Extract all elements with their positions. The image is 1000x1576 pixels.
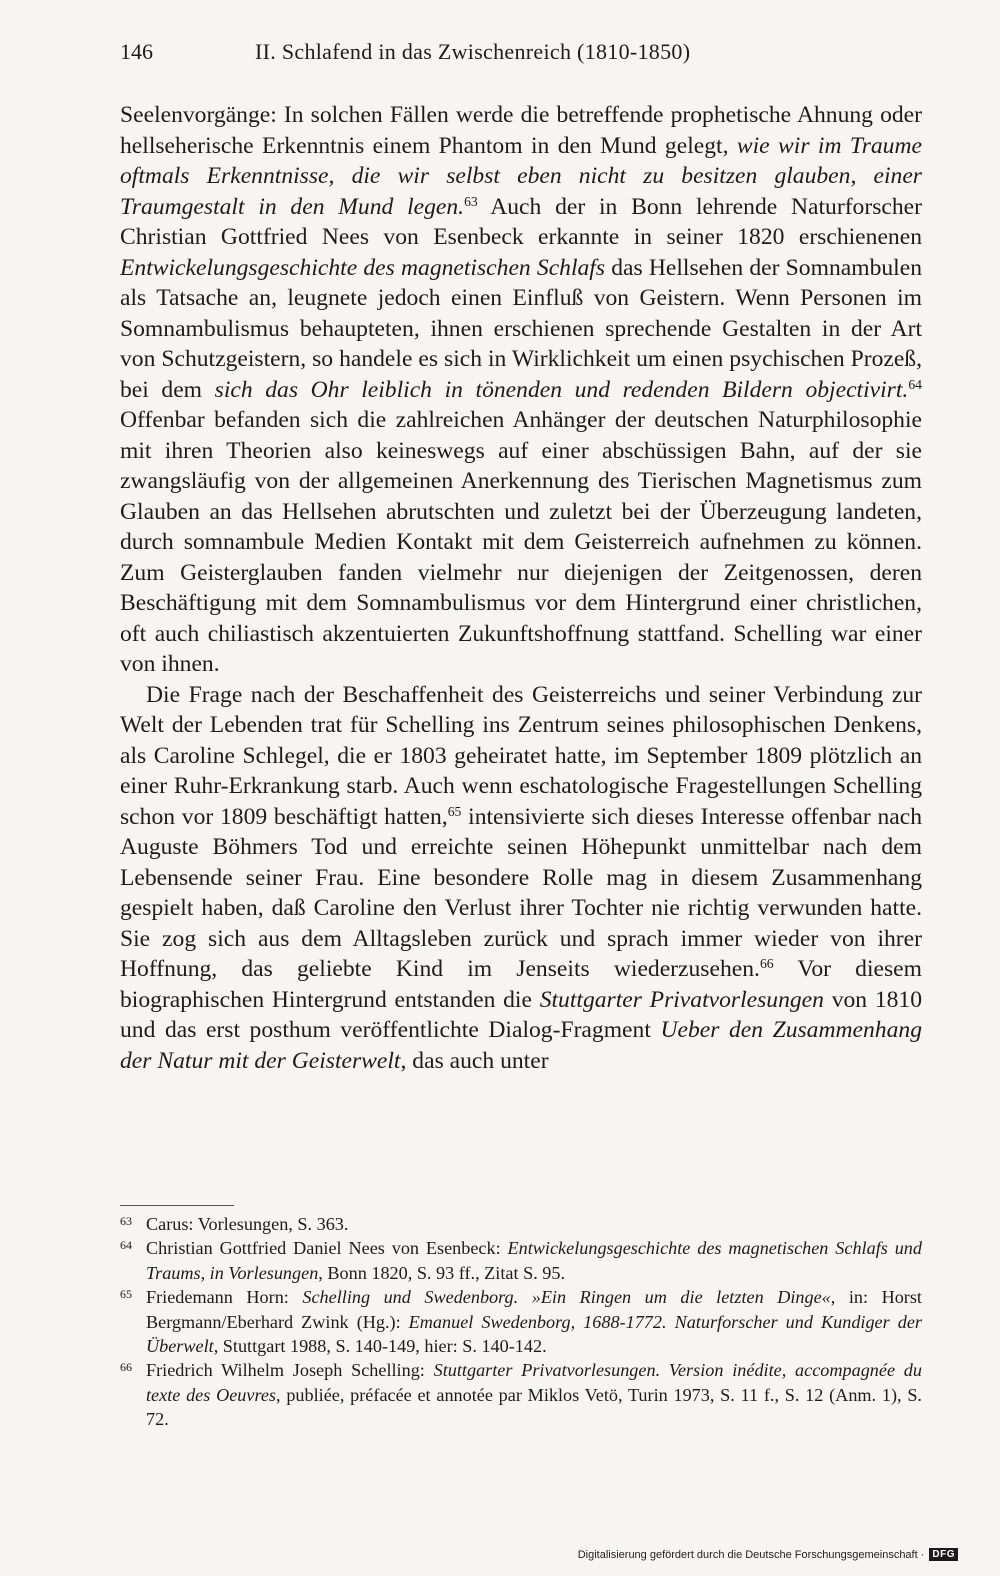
footnote-divider bbox=[120, 1205, 234, 1206]
text-run: , publiée, préfacée et annotée par Miklos Vetö, Turin 1973, S. 11 f., S. 12 (Anm. 1), S. 72. bbox=[146, 1384, 922, 1430]
text-run: Friedrich Wilhelm Joseph Schelling: bbox=[146, 1360, 434, 1381]
paragraph bbox=[120, 680, 922, 1077]
text-run: das Hellsehen der Somnambulen als Tatsache an, leugnete jedoch einen Einfluß von Geistern. Wenn Personen im Somnambulismus behaupteten, ihnen erschienen sprechende Gestalten in der Art von Schutzgeistern, so handele es sich in Wirklichkeit um einen psychischen Prozeß, bei dem bbox=[120, 254, 922, 403]
italic-text: wie wir im Traume oftmals Erkenntnisse, die wir selbst eben nicht zu besitzen glauben, einer Traumgestalt in den Mund legen. bbox=[120, 132, 922, 220]
italic-text: sich das Ohr leiblich in tönenden und redenden Bildern objectivirt. bbox=[214, 376, 909, 403]
footnote-number: 63 bbox=[120, 1214, 132, 1228]
italic-text: Stuttgarter Privatvorlesungen. Version inédite, accompagnée du texte des Oeuvres bbox=[146, 1360, 922, 1405]
digitization-footer bbox=[578, 1548, 958, 1561]
text-run: von 1810 und das erst posthum veröffentlichte Dialog-Fragment bbox=[120, 986, 923, 1043]
italic-text: Entwickelungsgeschichte des magnetischen Schlafs bbox=[120, 254, 606, 281]
footnote bbox=[120, 1212, 922, 1236]
text-run: Auch der in Bonn lehrende Naturforscher Christian Gottfried Nees von Esenbeck erkannte in seiner 1820 erschienenen bbox=[120, 193, 922, 250]
footnote-ref: 63 bbox=[464, 193, 478, 209]
footnote-number: 64 bbox=[120, 1238, 132, 1253]
page-number: 146 bbox=[120, 39, 153, 64]
footnote-ref: 64 bbox=[908, 376, 922, 392]
footnote-number: 65 bbox=[120, 1287, 132, 1302]
footnote-text bbox=[146, 1360, 922, 1429]
italic-text: Entwickelungsgeschichte des magnetischen Schlafs und Traums, in Vorlesungen bbox=[146, 1238, 922, 1283]
dfg-logo: DFG bbox=[929, 1548, 958, 1561]
paragraph bbox=[120, 100, 922, 680]
body-text bbox=[120, 100, 922, 1076]
italic-text: Ueber den Zusammenhang der Natur mit der Geisterwelt bbox=[120, 1017, 922, 1074]
footer-credit: Digitalisierung gefördert durch die Deutsche Forschungsgemeinschaft · bbox=[577, 1548, 925, 1561]
footnote-text bbox=[146, 1214, 348, 1234]
text-run: , Bonn 1820, S. 93 ff., Zitat S. 95. bbox=[318, 1262, 566, 1283]
text-run: Seelenvorgänge: In solchen Fällen werde die betreffende prophetische Ahnung oder hellseherische Erkenntnis einem Phantom in den Mund gelegt, bbox=[120, 102, 922, 159]
footnote-ref: 65 bbox=[447, 803, 462, 819]
italic-text: Stuttgarter Privatvorlesungen bbox=[539, 986, 824, 1013]
text-run: Carus: Vorlesungen, S. 363. bbox=[146, 1214, 349, 1234]
text-run: Friedemann Horn: bbox=[146, 1287, 303, 1308]
footnote bbox=[120, 1236, 922, 1285]
text-run: , in: Horst Bergmann/Eberhard Zwink (Hg.): bbox=[146, 1287, 922, 1332]
text-run: Christian Gottfried Daniel Nees von Esenbeck: bbox=[146, 1238, 508, 1259]
italic-text: Schelling und Swedenborg. »Ein Ringen um die letzten Dinge« bbox=[302, 1287, 831, 1308]
footnotes bbox=[120, 1212, 922, 1432]
footnote-text bbox=[146, 1238, 922, 1282]
text-run: intensivierte sich dieses Interesse offenbar nach Auguste Böhmers Tod und erreichte seinen Höhepunkt unmittelbar nach dem Lebensende seiner Frau. Eine besondere Rolle mag in diesem Zusammenhang gespielt haben, daß Caroline den Verlust ihrer Tochter nie richtig verwunden hatte. Sie zog sich aus dem Alltagsleben zurück und sprach immer wieder von ihrer Hoffnung, das geliebte Kind im Jenseits wiederzusehen. bbox=[120, 803, 922, 982]
footnote-text bbox=[146, 1287, 922, 1356]
text-run: Vor diesem biographischen Hintergrund entstanden die bbox=[120, 956, 923, 1013]
footnote-ref: 66 bbox=[759, 955, 774, 971]
footnote bbox=[120, 1358, 922, 1431]
text-run: , das auch unter bbox=[400, 1047, 549, 1074]
text-run: Offenbar befanden sich die zahlreichen Anhänger der deutschen Naturphilosophie mit ihren Theorien also keineswegs auf einer abschüssigen Bahn, auf der sie zwangsläufig von der allgemeinen Anerkennung des Tierischen Magnetismus zum Glauben an das Hellsehen abrutschten und zuletzt bei der Überzeugung landeten, durch somnambule Medien Kontakt mit dem Geisterreich aufnehmen zu können. Zum Geisterglauben fanden vielmehr nur diejenigen der Zeitgenossen, deren Beschäftigung mit dem Somnambulismus vor dem Hintergrund einer christlichen, oft auch chiliastisch akzentuierten Zukunftshoffnung stattfand. Schelling war einer von ihnen. bbox=[120, 407, 922, 677]
running-title: II. Schlafend in das Zwischenreich (1810-1850) bbox=[255, 39, 691, 64]
text-run: , Stuttgart 1988, S. 140-149, hier: S. 140-142. bbox=[213, 1336, 547, 1357]
footnote-number: 66 bbox=[120, 1360, 132, 1375]
text-run: Die Frage nach der Beschaffenheit des Geisterreichs und seiner Verbindung zur Welt der Lebenden trat für Schelling ins Zentrum seines philosophischen Denkens, als Caroline Schlegel, die er 1803 geheiratet hatte, im September 1809 plötzlich an einer Ruhr-Erkrankung starb. Auch wenn eschatologische Fragestellungen Schelling schon vor 1809 beschäftigt hatten, bbox=[120, 681, 922, 830]
italic-text: Emanuel Swedenborg, 1688-1772. Naturforscher und Kundiger der Überwelt bbox=[146, 1311, 922, 1357]
footnote bbox=[120, 1285, 922, 1358]
